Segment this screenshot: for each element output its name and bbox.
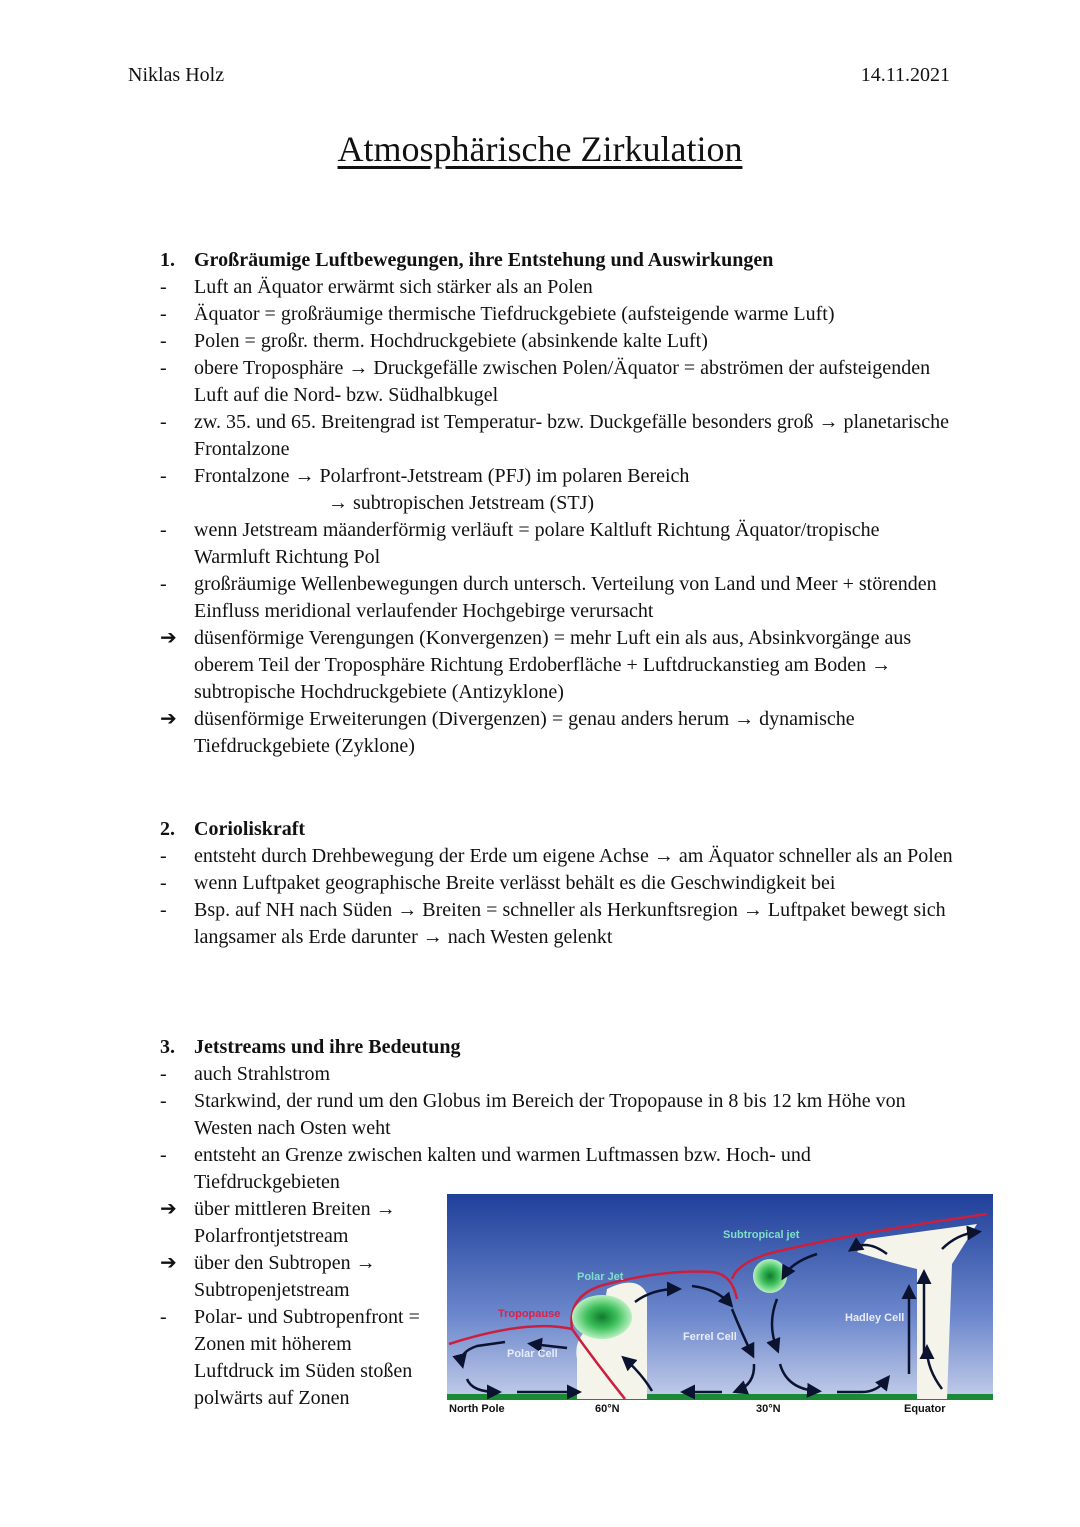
- list-item: [160, 897, 960, 951]
- list-item-text: über den Subtropen → Subtropenjetstream: [194, 1252, 376, 1301]
- section-2: [160, 816, 960, 951]
- list-item-text: zw. 35. und 65. Breitengrad ist Temperatur- bzw. Duckgefälle besonders groß → planetarische Frontalzone: [194, 411, 949, 460]
- label-polar-jet: Polar Jet: [577, 1271, 624, 1283]
- section-heading: [160, 247, 960, 274]
- list-item-text: Polen = großr. therm. Hochdruckgebiete (absinkende kalte Luft): [194, 330, 708, 352]
- dash-marker: -: [160, 845, 167, 867]
- polar-jet-marker: [572, 1295, 632, 1339]
- list-item: [160, 463, 960, 490]
- list-item: [160, 355, 960, 409]
- dash-marker: -: [160, 899, 167, 921]
- label-polar-cell: Polar Cell: [507, 1348, 558, 1360]
- list-item: [160, 274, 960, 301]
- section-number: 3.: [160, 1036, 175, 1058]
- dash-marker: -: [160, 357, 167, 379]
- list-item-text: düsenförmige Erweiterungen (Divergenzen) = genau anders herum → dynamische Tiefdruckgebiete (Zyklone): [194, 708, 855, 757]
- list-item: [160, 490, 960, 517]
- list-item-text: wenn Jetstream mäanderförmig verläuft = polare Kaltluft Richtung Äquator/tropische Warmluft Richtung Pol: [194, 519, 880, 568]
- list-item: [160, 1142, 960, 1196]
- section-title: Jetstreams und ihre Bedeutung: [194, 1036, 461, 1058]
- list-item: [160, 571, 960, 625]
- list-item: [160, 1061, 960, 1088]
- dash-marker: -: [160, 519, 167, 541]
- list-item-text: Polar- und Subtropenfront = Zonen mit höherem Luftdruck im Süden stoßen polwärts auf Zonen: [194, 1306, 420, 1409]
- page-title: Atmosphärische Zirkulation: [337, 129, 743, 169]
- arrow-marker-icon: ➔: [160, 1198, 177, 1220]
- label-ferrel-cell: Ferrel Cell: [683, 1331, 737, 1343]
- arrow-marker-icon: ➔: [160, 708, 177, 730]
- dash-marker: -: [160, 872, 167, 894]
- list-item: [160, 706, 960, 760]
- list-item-text: obere Troposphäre → Druckgefälle zwischen Polen/Äquator = abströmen der aufsteigenden Luft auf die Nord- bzw. Südhalbkugel: [194, 357, 931, 406]
- label-hadley-cell: Hadley Cell: [845, 1312, 905, 1324]
- dash-marker: -: [160, 1090, 167, 1112]
- list-item-text: über mittleren Breiten → Polarfrontjetstream: [194, 1198, 396, 1247]
- author-name: Niklas Holz: [128, 64, 225, 86]
- dash-marker: -: [160, 276, 167, 298]
- ground-line: [447, 1394, 993, 1400]
- list-item: [160, 517, 960, 571]
- label-north-pole: North Pole: [449, 1403, 505, 1415]
- list-item-text: entsteht durch Drehbewegung der Erde um eigene Achse → am Äquator schneller als an Polen: [194, 845, 953, 867]
- atmospheric-circulation-diagram: [447, 1194, 993, 1416]
- list-item-text: auch Strahlstrom: [194, 1063, 331, 1085]
- list-item-text: Starkwind, der rund um den Globus im Bereich der Tropopause in 8 bis 12 km Höhe von Westen nach Osten weht: [194, 1090, 906, 1139]
- list-item-text: Luft an Äquator erwärmt sich stärker als an Polen: [194, 276, 593, 298]
- spacer: [160, 490, 194, 517]
- label-tropopause: Tropopause: [498, 1308, 561, 1320]
- section-1: [160, 247, 960, 760]
- list-item-text: Bsp. auf NH nach Süden → Breiten = schneller als Herkunftsregion → Luftpaket bewegt sich langsamer als Erde darunter → nach Westen gelenkt: [194, 899, 946, 948]
- dash-marker: -: [160, 1306, 167, 1328]
- section-heading: [160, 1034, 960, 1061]
- dash-marker: -: [160, 465, 167, 487]
- section-number: 1.: [160, 249, 175, 271]
- section-heading: [160, 816, 960, 843]
- dash-marker: -: [160, 1144, 167, 1166]
- list-item-text: wenn Luftpaket geographische Breite verlässt behält es die Geschwindigkeit bei: [194, 872, 836, 894]
- dash-marker: -: [160, 330, 167, 352]
- dash-marker: -: [160, 1063, 167, 1085]
- arrow-marker-icon: ➔: [160, 1252, 177, 1274]
- list-item: [160, 409, 960, 463]
- dash-marker: -: [160, 573, 167, 595]
- list-item: [160, 870, 960, 897]
- document-date: 14.11.2021: [860, 64, 950, 86]
- list-item: [160, 328, 960, 355]
- list-item-text: Äquator = großräumige thermische Tiefdruckgebiete (aufsteigende warme Luft): [194, 303, 835, 325]
- list-item: [160, 1088, 960, 1142]
- label-60n: 60°N: [595, 1403, 620, 1415]
- section-title: Corioliskraft: [194, 818, 306, 840]
- dash-marker: -: [160, 303, 167, 325]
- list-item: [160, 301, 960, 328]
- list-item-text: Frontalzone → Polarfront-Jetstream (PFJ) im polaren Bereich: [194, 465, 690, 487]
- list-item-text: großräumige Wellenbewegungen durch untersch. Verteilung von Land und Meer + störenden Einfluss meridional verlaufender Hochgebirge verursacht: [194, 573, 937, 622]
- section-title: Großräumige Luftbewegungen, ihre Entstehung und Auswirkungen: [194, 249, 774, 271]
- label-subtropical-jet: Subtropical jet: [723, 1229, 800, 1241]
- list-item: [160, 625, 960, 706]
- list-item: [160, 843, 960, 870]
- list-item-text: → subtropischen Jetstream (STJ): [328, 492, 595, 514]
- section-number: 2.: [160, 818, 175, 840]
- list-item-text: düsenförmige Verengungen (Konvergenzen) = mehr Luft ein als aus, Absinkvorgänge aus oberem Teil der Troposphäre Richtung Erdoberfläche + Luftdruckanstieg am Boden → subtropische Hochdruckgebiete (Antizyklone): [194, 627, 912, 703]
- label-equator: Equator: [904, 1403, 946, 1415]
- arrow-marker-icon: ➔: [160, 627, 177, 649]
- label-30n: 30°N: [756, 1403, 781, 1415]
- dash-marker: -: [160, 411, 167, 433]
- subtropical-jet-marker: [753, 1259, 787, 1293]
- list-item-text: entsteht an Grenze zwischen kalten und warmen Luftmassen bzw. Hoch- und Tiefdruckgebieten: [194, 1144, 811, 1193]
